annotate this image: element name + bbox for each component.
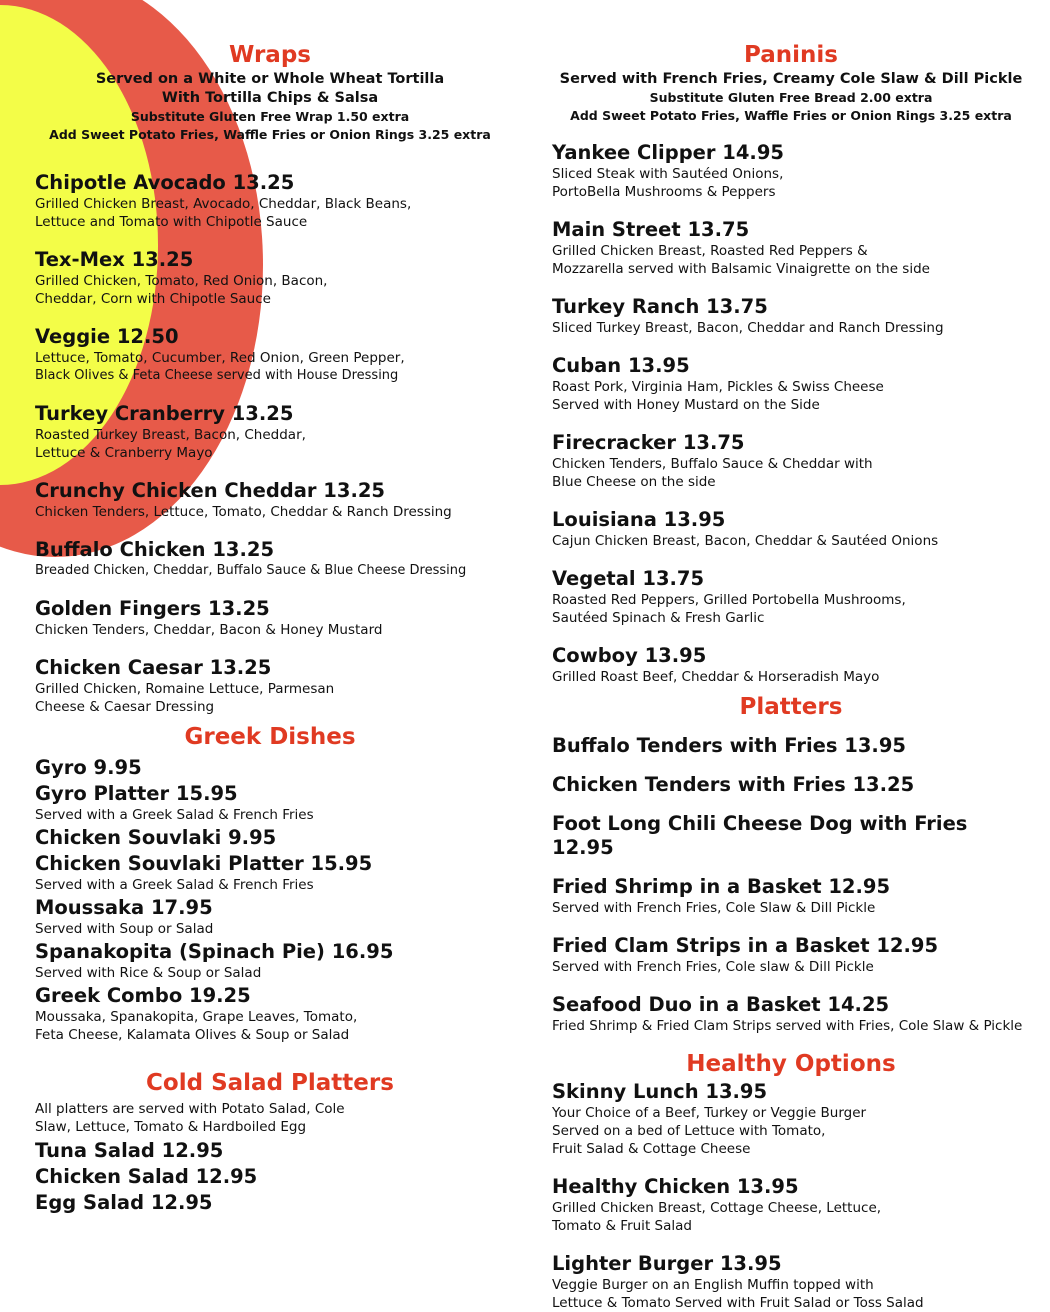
menu-item <box>552 934 1030 976</box>
item-desc: Lettuce & Tomato Served with Fruit Salad or Toss Salad <box>552 1295 924 1311</box>
item-name: Chicken Souvlaki 9.95 <box>35 826 277 849</box>
menu-item <box>35 756 525 780</box>
item-desc: Served with Soup or Salad <box>35 921 214 937</box>
item-name: Seafood Duo in a Basket 14.25 <box>552 993 890 1016</box>
item-name: Fried Clam Strips in a Basket 12.95 <box>552 934 939 957</box>
item-name: Buffalo Chicken 13.25 <box>35 538 275 561</box>
item-desc: PortoBella Mushrooms & Peppers <box>552 184 776 200</box>
item-name: Gyro 9.95 <box>35 756 142 779</box>
wraps-sub-4: Add Sweet Potato Fries, Waffle Fries or Onion Rings 3.25 extra <box>49 127 491 142</box>
item-name: Turkey Cranberry 13.25 <box>35 402 294 425</box>
item-name: Spanakopita (Spinach Pie) 16.95 <box>35 940 394 963</box>
item-name: Yankee Clipper 14.95 <box>552 141 784 164</box>
menu-item <box>552 295 1030 337</box>
item-desc: Cheddar, Corn with Chipotle Sauce <box>35 291 271 307</box>
menu-item <box>35 538 525 580</box>
paninis-sub-main: Served with French Fries, Creamy Cole Slaw & Dill Pickle <box>559 71 1023 87</box>
menu-item <box>552 567 1030 627</box>
healthy-section <box>552 1049 1030 1312</box>
item-name: Cuban 13.95 <box>552 354 690 377</box>
paninis-sub-1: Substitute Gluten Free Bread 2.00 extra <box>649 90 933 105</box>
item-desc: Grilled Chicken, Tomato, Red Onion, Bacon, <box>35 273 328 289</box>
item-desc: Chicken Tenders, Cheddar, Bacon & Honey Mustard <box>35 622 383 638</box>
item-desc: Cheese & Caesar Dressing <box>35 699 215 715</box>
menu-item <box>35 402 525 462</box>
item-name: Chicken Salad 12.95 <box>35 1165 258 1188</box>
item-desc: Veggie Burger on an English Muffin topped with <box>552 1277 874 1293</box>
item-name: Cowboy 13.95 <box>552 644 707 667</box>
item-name: Vegetal 13.75 <box>552 567 705 590</box>
wraps-title: Wraps <box>229 42 311 68</box>
item-desc: Your Choice of a Beef, Turkey or Veggie Burger <box>552 1105 867 1121</box>
item-name: Chipotle Avocado 13.25 <box>35 171 295 194</box>
menu-item <box>552 141 1030 201</box>
menu-item <box>552 734 1030 758</box>
item-name: Louisiana 13.95 <box>552 508 726 531</box>
cold-salad-note: All platters are served with Potato Salad, Cole <box>35 1101 345 1117</box>
item-desc: Grilled Chicken Breast, Cottage Cheese, Lettuce, <box>552 1200 882 1216</box>
item-desc: Roasted Turkey Breast, Bacon, Cheddar, <box>35 427 306 443</box>
item-desc: Sliced Turkey Breast, Bacon, Cheddar and Ranch Dressing <box>552 320 944 336</box>
item-name: Turkey Ranch 13.75 <box>552 295 768 318</box>
item-name: Chicken Caesar 13.25 <box>35 656 272 679</box>
item-desc: Fruit Salad & Cottage Cheese <box>552 1141 751 1157</box>
item-desc: Served with Honey Mustard on the Side <box>552 397 820 413</box>
item-name: Buffalo Tenders with Fries 13.95 <box>552 734 906 757</box>
menu-item <box>552 812 1030 860</box>
item-desc: Tomato & Fruit Salad <box>552 1218 692 1234</box>
item-name: Moussaka 17.95 <box>35 896 213 919</box>
item-name: Foot Long Chili Cheese Dog with Fries 12.95 <box>552 812 968 859</box>
item-desc: Grilled Roast Beef, Cheddar & Horseradish Mayo <box>552 669 880 685</box>
cold-salad-section <box>35 1068 525 1215</box>
paninis-title: Paninis <box>744 42 838 68</box>
item-desc: Served with Rice & Soup or Salad <box>35 965 262 981</box>
item-desc: Served on a bed of Lettuce with Tomato, <box>552 1123 826 1139</box>
item-desc: Roasted Red Peppers, Grilled Portobella Mushrooms, <box>552 592 906 608</box>
platters-title: Platters <box>739 694 843 720</box>
menu-item <box>35 171 525 231</box>
wraps-section <box>35 40 525 716</box>
left-column <box>35 40 525 1215</box>
item-desc: Served with French Fries, Cole slaw & Dill Pickle <box>552 959 874 975</box>
item-name: Golden Fingers 13.25 <box>35 597 270 620</box>
item-desc: Feta Cheese, Kalamata Olives & Soup or Salad <box>35 1027 350 1043</box>
menu-item <box>552 508 1030 550</box>
menu-item <box>35 1139 525 1163</box>
item-name: Gyro Platter 15.95 <box>35 782 238 805</box>
menu-item <box>552 354 1030 414</box>
menu-item <box>552 875 1030 917</box>
item-desc: Served with French Fries, Cole Slaw & Dill Pickle <box>552 900 876 916</box>
item-desc: Chicken Tenders, Buffalo Sauce & Cheddar with <box>552 456 873 472</box>
menu-item <box>35 1191 525 1215</box>
item-desc: Served with a Greek Salad & French Fries <box>35 877 314 893</box>
item-desc: Mozzarella served with Balsamic Vinaigrette on the side <box>552 261 930 277</box>
item-name: Main Street 13.75 <box>552 218 750 241</box>
item-name: Tex-Mex 13.25 <box>35 248 194 271</box>
wraps-sub-2: With Tortilla Chips & Salsa <box>161 90 379 106</box>
item-name: Crunchy Chicken Cheddar 13.25 <box>35 479 385 502</box>
item-desc: Lettuce & Cranberry Mayo <box>35 445 213 461</box>
item-name: Greek Combo 19.25 <box>35 984 251 1007</box>
item-name: Firecracker 13.75 <box>552 431 745 454</box>
item-desc: Grilled Chicken Breast, Roasted Red Peppers & <box>552 243 868 259</box>
menu-item <box>552 1252 1030 1312</box>
menu-item <box>35 826 525 850</box>
menu-item <box>552 644 1030 686</box>
right-column <box>552 40 1030 1312</box>
item-desc: Grilled Chicken, Romaine Lettuce, Parmesan <box>35 681 335 697</box>
item-desc: Breaded Chicken, Cheddar, Buffalo Sauce & Blue Cheese Dressing <box>35 563 467 578</box>
item-desc: Sautéed Spinach & Fresh Garlic <box>552 610 765 626</box>
platters-section <box>552 692 1030 1035</box>
item-desc: Lettuce, Tomato, Cucumber, Red Onion, Green Pepper, <box>35 350 405 366</box>
item-desc: Blue Cheese on the side <box>552 474 716 490</box>
item-name: Tuna Salad 12.95 <box>35 1139 224 1162</box>
greek-section <box>35 722 525 1044</box>
menu-item <box>35 248 525 308</box>
menu-item <box>552 431 1030 491</box>
item-desc: Lettuce and Tomato with Chipotle Sauce <box>35 214 308 230</box>
cold-salad-note: Slaw, Lettuce, Tomato & Hardboiled Egg <box>35 1119 307 1135</box>
menu-item <box>552 1175 1030 1235</box>
item-desc: Black Olives & Feta Cheese served with House Dressing <box>35 368 399 383</box>
cold-salad-title: Cold Salad Platters <box>146 1070 394 1096</box>
item-desc: Cajun Chicken Breast, Bacon, Cheddar & Sautéed Onions <box>552 533 939 549</box>
item-name: Chicken Souvlaki Platter 15.95 <box>35 852 373 875</box>
paninis-section <box>552 40 1030 686</box>
item-name: Egg Salad 12.95 <box>35 1191 213 1214</box>
item-desc: Sliced Steak with Sautéed Onions, <box>552 166 784 182</box>
menu-item <box>35 325 525 385</box>
healthy-title: Healthy Options <box>686 1051 896 1077</box>
item-name: Fried Shrimp in a Basket 12.95 <box>552 875 891 898</box>
item-desc: Served with a Greek Salad & French Fries <box>35 807 314 823</box>
menu-item <box>35 479 525 521</box>
item-name: Lighter Burger 13.95 <box>552 1252 782 1275</box>
item-desc: Chicken Tenders, Lettuce, Tomato, Cheddar & Ranch Dressing <box>35 504 452 520</box>
item-desc: Grilled Chicken Breast, Avocado, Cheddar, Black Beans, <box>35 196 412 212</box>
item-name: Chicken Tenders with Fries 13.25 <box>552 773 915 796</box>
greek-title: Greek Dishes <box>184 724 356 750</box>
paninis-sub-2: Add Sweet Potato Fries, Waffle Fries or Onion Rings 3.25 extra <box>570 108 1012 123</box>
menu-item <box>35 852 525 894</box>
menu-item <box>35 782 525 824</box>
item-desc: Roast Pork, Virginia Ham, Pickles & Swiss Cheese <box>552 379 884 395</box>
wraps-sub-1: Served on a White or Whole Wheat Tortilla <box>95 71 445 87</box>
menu-item <box>35 896 525 938</box>
item-name: Skinny Lunch 13.95 <box>552 1080 768 1103</box>
menu-item <box>552 993 1030 1035</box>
menu-item <box>552 218 1030 278</box>
item-name: Healthy Chicken 13.95 <box>552 1175 799 1198</box>
menu-item <box>35 597 525 639</box>
menu-item <box>35 1165 525 1189</box>
menu-item <box>35 940 525 982</box>
menu-item <box>35 984 525 1044</box>
menu-item <box>35 656 525 716</box>
menu-item <box>552 1080 1030 1158</box>
wraps-sub-3: Substitute Gluten Free Wrap 1.50 extra <box>130 109 410 124</box>
menu-item <box>552 773 1030 797</box>
item-name: Veggie 12.50 <box>35 325 179 348</box>
item-desc: Moussaka, Spanakopita, Grape Leaves, Tomato, <box>35 1009 358 1025</box>
item-desc: Fried Shrimp & Fried Clam Strips served with Fries, Cole Slaw & Pickle <box>552 1018 1023 1034</box>
